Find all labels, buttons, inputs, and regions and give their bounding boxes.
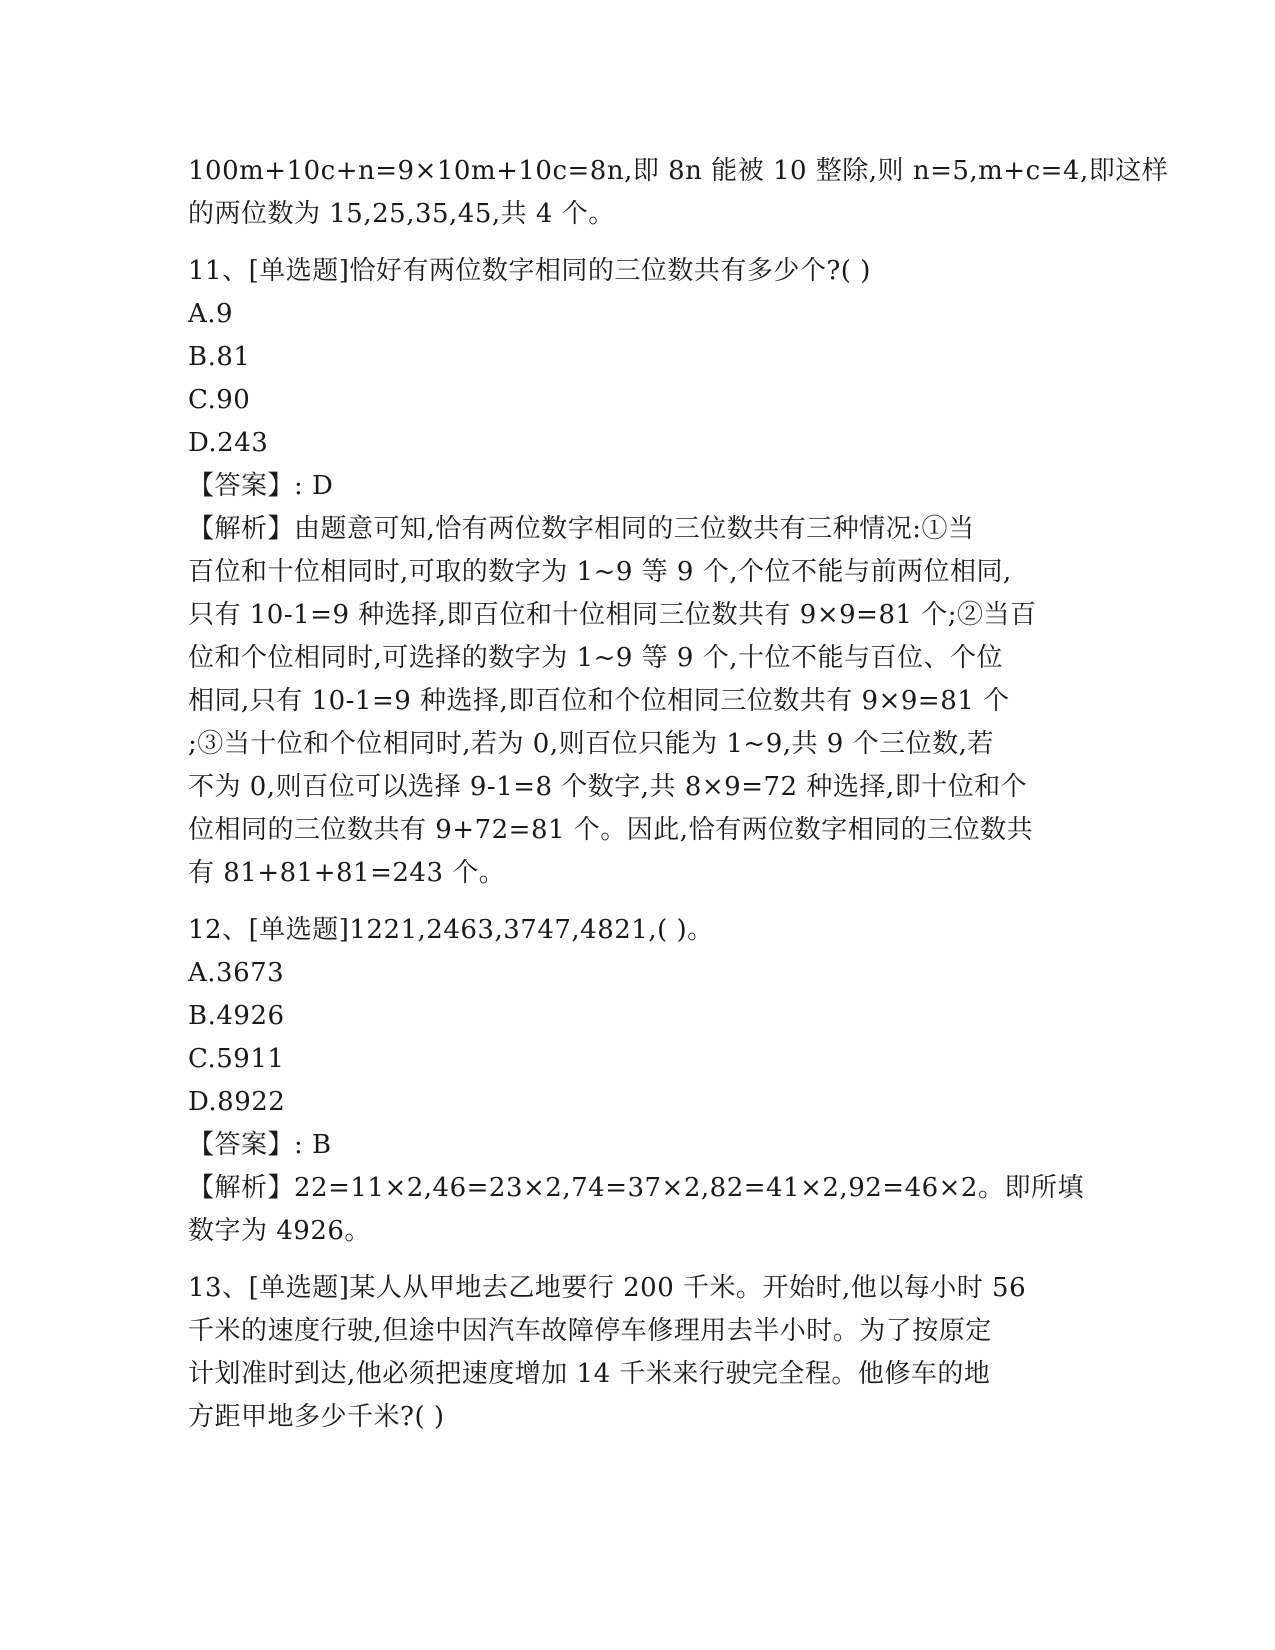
document-page: [188, 150, 1169, 1439]
prev-analysis: [188, 150, 1169, 236]
option-b: B.81: [188, 342, 251, 372]
analysis-label: 【解析】: [188, 514, 295, 544]
analysis-line: 有 81+81+81=243 个。: [188, 858, 506, 888]
analysis-line: 不为 0,则百位可以选择 9-1=8 个数字,共 8×9=72 种选择,即十位和个: [188, 772, 1028, 802]
option-d: D.8922: [188, 1087, 286, 1117]
answer: [188, 465, 1088, 508]
answer-value: : D: [294, 471, 334, 501]
analysis-line: 只有 10-1=9 种选择,即百位和十位相同三位数共有 9×9=81 个;②当百: [188, 600, 1037, 630]
question-title: 12、[单选题]1221,2463,3747,4821,( )。: [188, 915, 714, 945]
question-title: 11、[单选题]恰好有两位数字相同的三位数共有多少个?( ): [188, 256, 871, 286]
analysis-line: 位和个位相同时,可选择的数字为 1~9 等 9 个,十位不能与百位、个位: [188, 643, 1003, 673]
question-title-cont: 千米的速度行驶,但途中因汽车故障停车修理用去半小时。为了按原定: [188, 1316, 992, 1346]
analysis-line: 的两位数为 15,25,35,45,共 4 个。: [188, 199, 615, 229]
question-title-cont: 计划准时到达,他必须把速度增加 14 千米来行驶完全程。他修车的地: [188, 1359, 991, 1389]
question-title-cont: 方距甲地多少千米?( ): [188, 1402, 445, 1432]
analysis-line: 数字为 4926。: [188, 1216, 371, 1246]
analysis-label: 【解析】: [188, 1173, 295, 1203]
option-c: C.90: [188, 385, 251, 415]
option-b: B.4926: [188, 1001, 285, 1031]
option-a: A.9: [188, 299, 234, 329]
option-c: C.5911: [188, 1044, 285, 1074]
analysis-text: 22=11×2,46=23×2,74=37×2,82=41×2,92=46×2。即所填: [294, 1173, 1084, 1203]
analysis-line: 百位和十位相同时,可取的数字为 1~9 等 9 个,个位不能与前两位相同,: [188, 557, 1012, 587]
analysis-line: [188, 1167, 1088, 1210]
answer-label: 【答案】: [188, 1130, 295, 1160]
option-a: A.3673: [188, 958, 285, 988]
analysis-line: ;③当十位和个位相同时,若为 0,则百位只能为 1~9,共 9 个三位数,若: [188, 729, 994, 759]
question-12: [188, 909, 1088, 1253]
analysis-line: 相同,只有 10-1=9 种选择,即百位和个位相同三位数共有 9×9=81 个: [188, 686, 1010, 716]
answer-value: : B: [294, 1130, 332, 1160]
analysis-line: 位相同的三位数共有 9+72=81 个。因此,恰有两位数字相同的三位数共: [188, 815, 1034, 845]
analysis-text: 由题意可知,恰有两位数字相同的三位数共有三种情况:①当: [294, 514, 975, 544]
analysis-line: [188, 508, 1088, 551]
question-title: 13、[单选题]某人从甲地去乙地要行 200 千米。开始时,他以每小时 56: [188, 1273, 1027, 1303]
option-d: D.243: [188, 428, 269, 458]
question-11: [188, 250, 1088, 895]
analysis-line: 100m+10c+n=9×10m+10c=8n,即 8n 能被 10 整除,则 n=5,m+c=4,即这样: [188, 156, 1169, 186]
answer-label: 【答案】: [188, 471, 295, 501]
answer: [188, 1124, 1088, 1167]
question-13: [188, 1267, 1088, 1439]
